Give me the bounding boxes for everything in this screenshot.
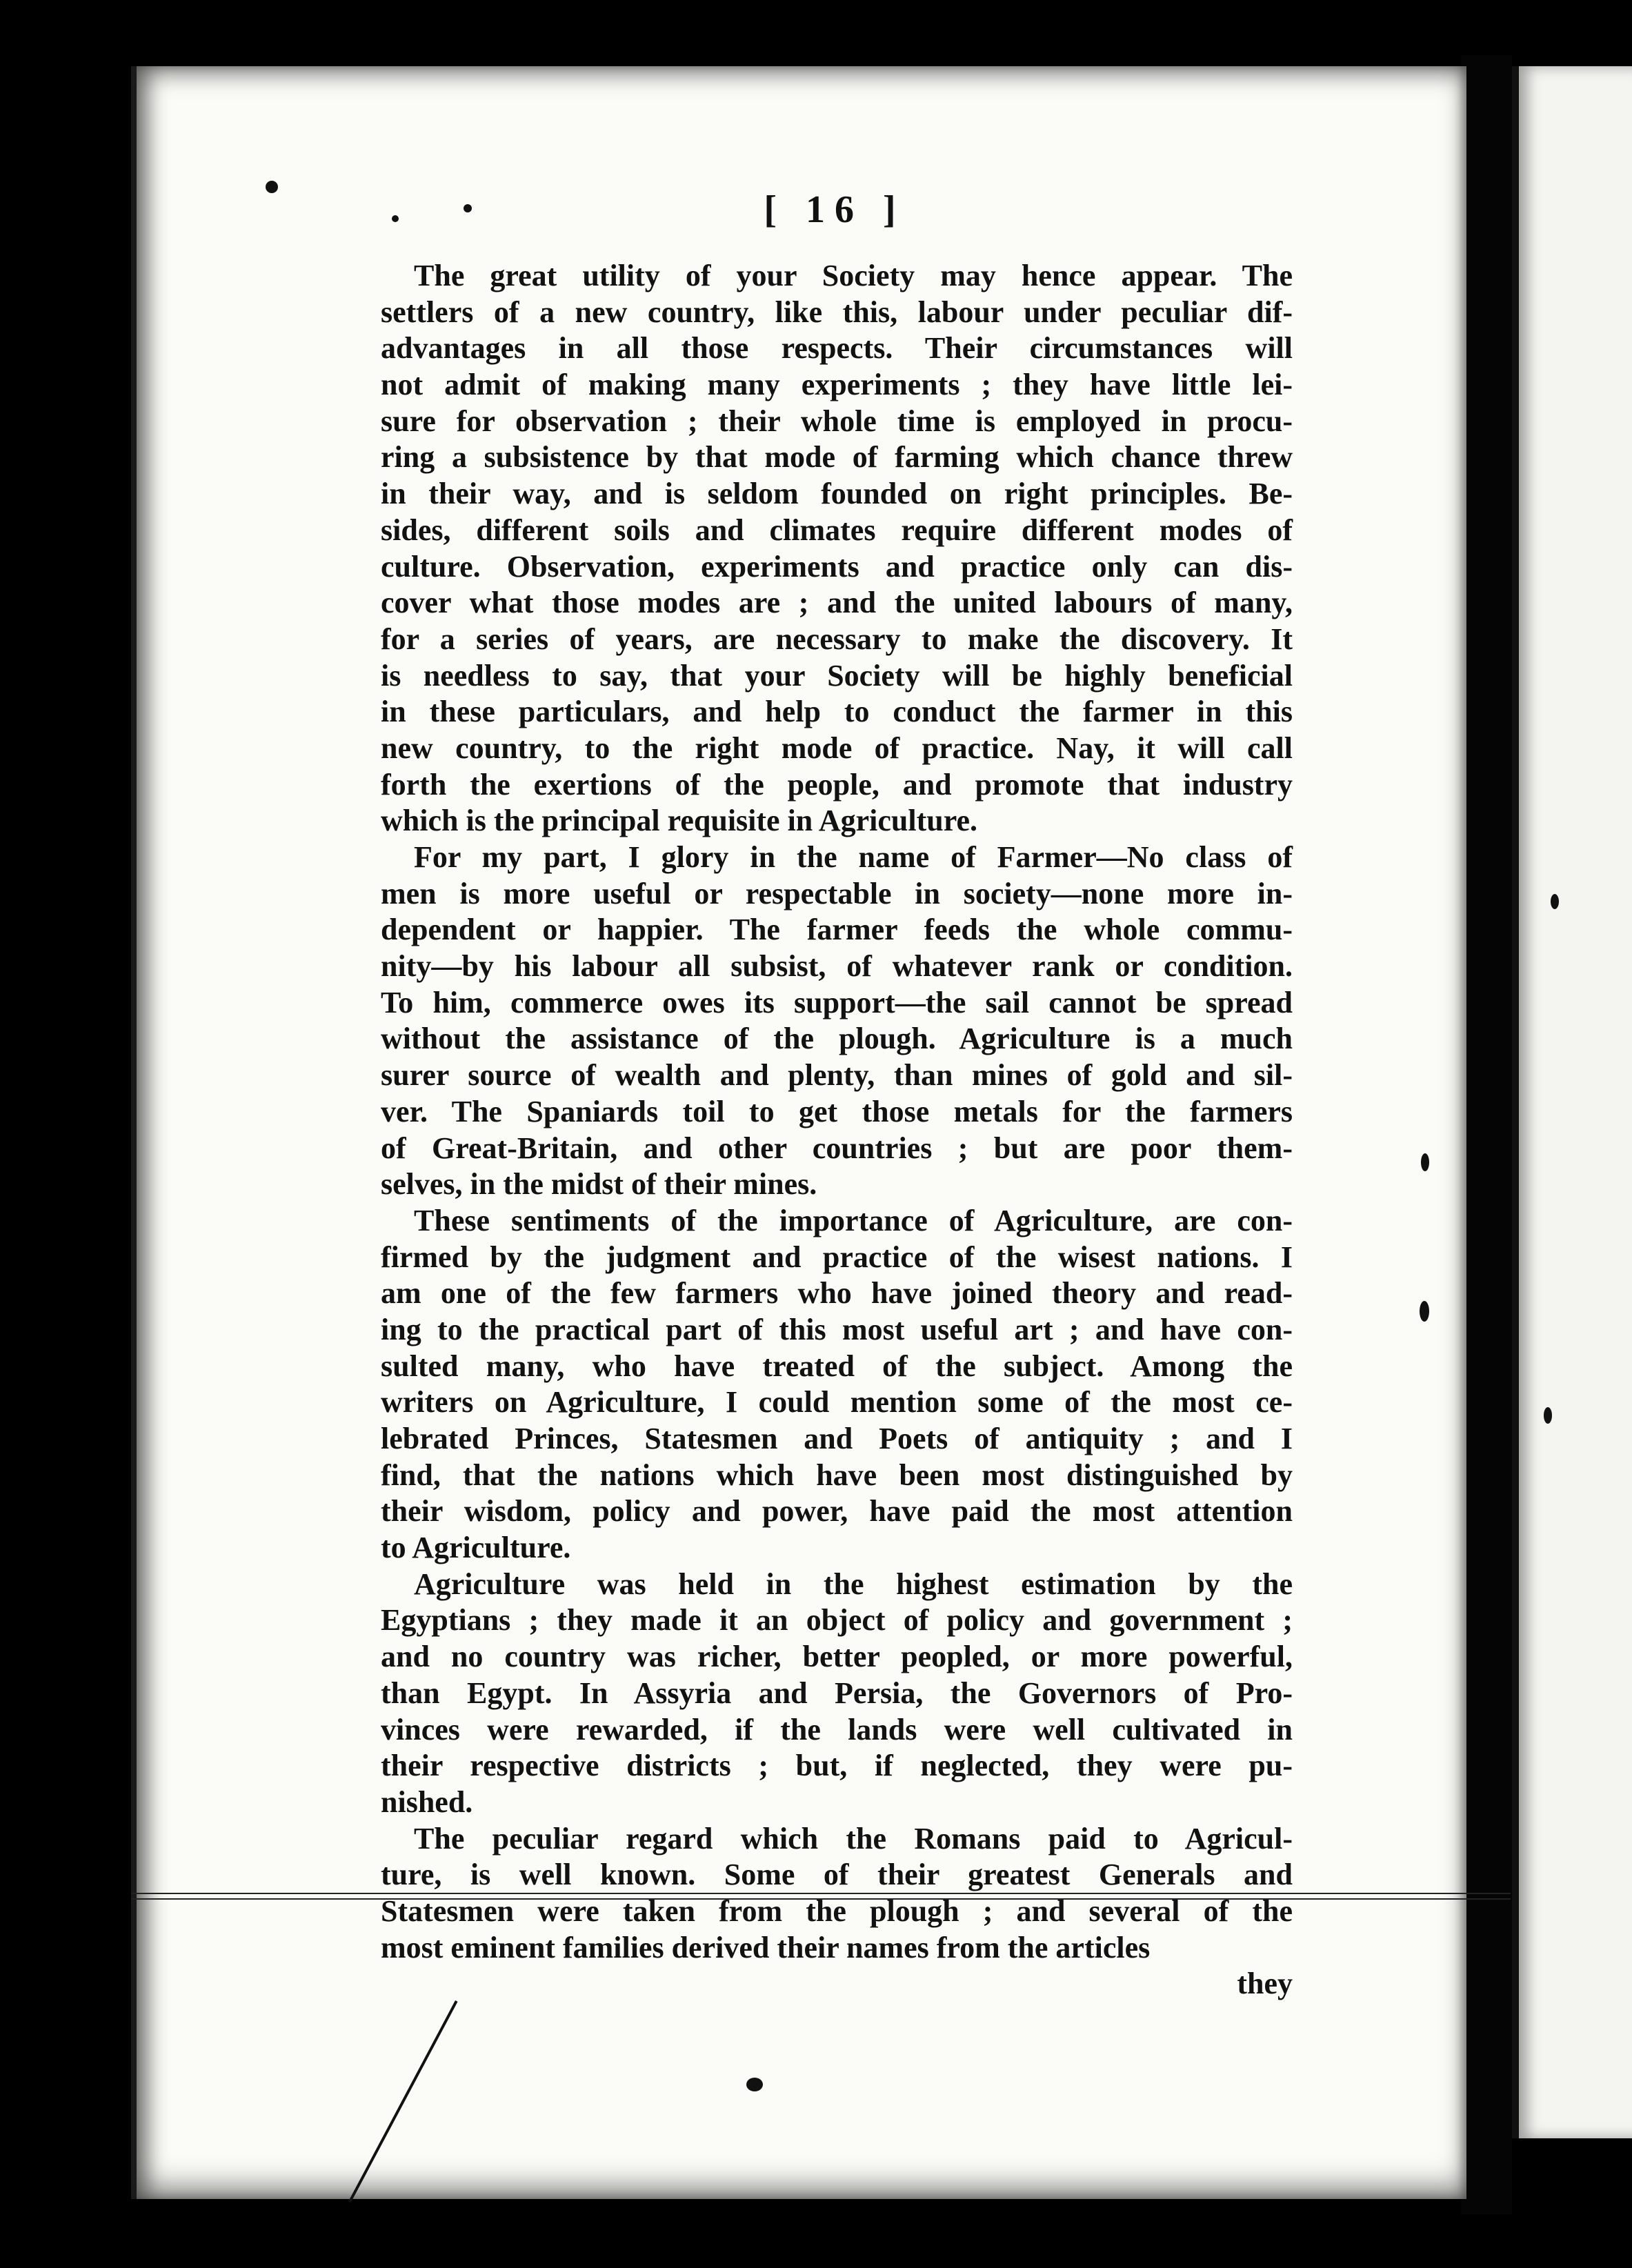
paragraph bbox=[381, 258, 1293, 839]
body-text bbox=[381, 258, 1293, 2002]
catchword: they bbox=[1237, 1967, 1293, 2001]
text-line: of Great-Britain, and other countries ; but are poor them- bbox=[381, 1131, 1293, 1165]
text-line: for a series of years, are necessary to make the discovery. It bbox=[381, 621, 1293, 656]
text-line: sides, different soils and climates require different modes of bbox=[381, 513, 1293, 547]
text-line: men is more useful or respectable in society—none more in- bbox=[381, 876, 1293, 911]
paragraph bbox=[381, 1566, 1293, 1821]
text-line: which is the principal requisite in Agriculture. bbox=[381, 804, 977, 838]
ink-speck bbox=[746, 2078, 763, 2091]
text-line: dependent or happier. The farmer feeds the whole commu- bbox=[381, 913, 1293, 947]
paragraph bbox=[381, 839, 1293, 1203]
text-line: These sentiments of the importance of Agriculture, are con- bbox=[414, 1203, 1293, 1237]
text-line: sulted many, who have treated of the subject. Among the bbox=[381, 1349, 1293, 1383]
facing-page-edge bbox=[1512, 66, 1632, 2138]
text-line: For my part, I glory in the name of Farmer—No class of bbox=[414, 840, 1293, 874]
ink-speck bbox=[1421, 1153, 1429, 1171]
text-line: their wisdom, policy and power, have paid the most attention bbox=[381, 1494, 1293, 1529]
text-line: ring a subsistence by that mode of farming which chance threw bbox=[381, 440, 1293, 475]
ink-speck bbox=[266, 181, 278, 193]
text-line: culture. Observation, experiments and practice only can dis- bbox=[381, 549, 1293, 584]
text-line: not admit of making many experiments ; they have little lei- bbox=[381, 368, 1293, 402]
text-line: The great utility of your Society may hence appear. The bbox=[414, 259, 1293, 292]
text-line: find, that the nations which have been most distinguished by bbox=[381, 1458, 1293, 1492]
text-line: most eminent families derived their names from the articles bbox=[381, 1930, 1151, 1964]
text-line: am one of the few farmers who have joined theory and read- bbox=[381, 1276, 1293, 1311]
text-line: vinces were rewarded, if the lands were well cultivated in bbox=[381, 1712, 1293, 1747]
text-line: advantages in all those respects. Their circumstances will bbox=[381, 331, 1293, 366]
page-number: [ 16 ] bbox=[764, 188, 906, 231]
text-line: ver. The Spaniards toil to get those metals for the farmers bbox=[381, 1094, 1293, 1128]
ink-speck bbox=[464, 204, 472, 212]
text-line: The peculiar regard which the Romans paid to Agricul- bbox=[414, 1821, 1293, 1856]
text-line: ing to the practical part of this most useful art ; and have con- bbox=[381, 1312, 1293, 1346]
text-line: nity—by his labour all subsist, of whatever rank or condition. bbox=[381, 949, 1293, 984]
text-line: Agriculture was held in the highest estimation by the bbox=[414, 1566, 1293, 1601]
text-line: writers on Agriculture, I could mention some of the most ce- bbox=[381, 1385, 1293, 1420]
text-line: nished. bbox=[381, 1784, 473, 1819]
text-line: cover what those modes are ; and the united labours of many, bbox=[381, 586, 1293, 620]
text-line: without the assistance of the plough. Agriculture is a much bbox=[381, 1022, 1293, 1056]
book-gutter bbox=[1461, 55, 1512, 2214]
text-line: To him, commerce owes its support—the sail cannot be spread bbox=[381, 985, 1293, 1019]
paragraph bbox=[381, 1203, 1293, 1566]
paragraph bbox=[381, 1821, 1293, 1967]
text-line: in these particulars, and help to conduct the farmer in this bbox=[381, 695, 1293, 729]
text-line: firmed by the judgment and practice of the wisest nations. I bbox=[381, 1240, 1293, 1274]
text-line: than Egypt. In Assyria and Persia, the Governors of Pro- bbox=[381, 1675, 1293, 1710]
text-line: selves, in the midst of their mines. bbox=[381, 1167, 817, 1202]
ink-speck bbox=[1544, 1407, 1552, 1424]
ink-speck bbox=[392, 215, 399, 222]
text-line: is needless to say, that your Society will be highly beneficial bbox=[381, 658, 1293, 693]
text-line: new country, to the right mode of practice. Nay, it will call bbox=[381, 730, 1293, 765]
text-line: settlers of a new country, like this, labour under peculiar dif- bbox=[381, 295, 1293, 329]
text-line: forth the exertions of the people, and promote that industry bbox=[381, 767, 1293, 802]
text-line: Egyptians ; they made it an object of policy and government ; bbox=[381, 1603, 1293, 1638]
ink-speck bbox=[1551, 894, 1559, 909]
text-line: ture, is well known. Some of their greatest Generals and bbox=[381, 1858, 1293, 1892]
ink-speck bbox=[1420, 1301, 1429, 1322]
paragraph-container bbox=[381, 258, 1293, 1966]
text-line: their respective districts ; but, if neglected, they were pu- bbox=[381, 1749, 1293, 1783]
text-line: in their way, and is seldom founded on right principles. Be- bbox=[381, 477, 1293, 511]
text-line: lebrated Princes, Statesmen and Poets of antiquity ; and I bbox=[381, 1422, 1293, 1455]
text-line: to Agriculture. bbox=[381, 1531, 571, 1565]
text-line: sure for observation ; their whole time is employed in procu- bbox=[381, 404, 1293, 438]
text-line: surer source of wealth and plenty, than mines of gold and sil- bbox=[381, 1058, 1293, 1093]
text-line: and no country was richer, better peopled, or more powerful, bbox=[381, 1640, 1293, 1674]
text-line: Statesmen were taken from the plough ; and several of the bbox=[381, 1893, 1293, 1928]
